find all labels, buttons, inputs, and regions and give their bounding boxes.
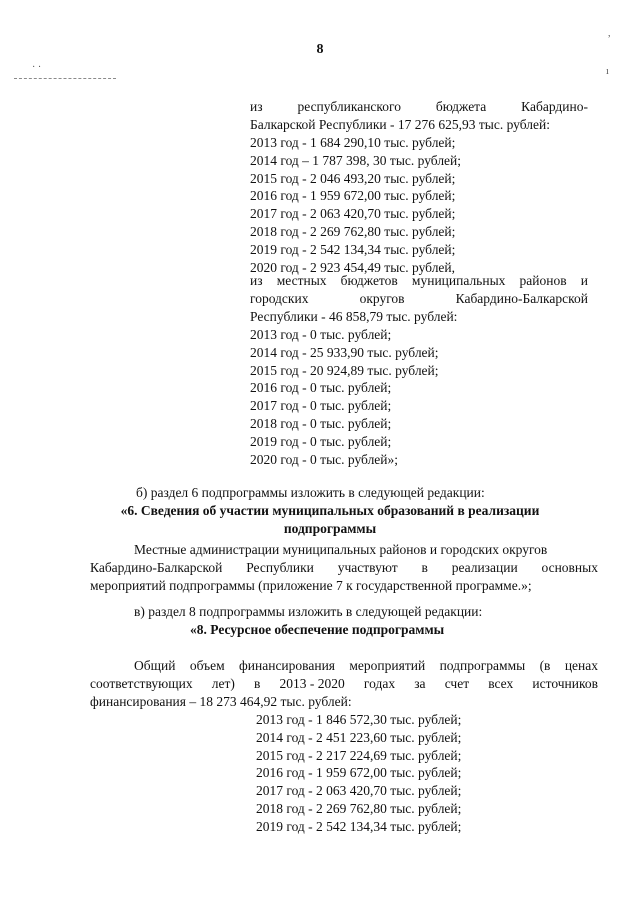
year-line: 2015 год - 2 217 224,69 тыс. рублей; xyxy=(256,747,462,763)
section-v-intro: в) раздел 8 подпрограммы изложить в следующей редакции: xyxy=(134,604,483,619)
word: за xyxy=(414,676,426,691)
local-budget-line2 xyxy=(250,290,588,308)
scan-mark: · · xyxy=(32,62,42,73)
year-line: 2019 год - 0 тыс. рублей; xyxy=(250,433,392,449)
word: объем xyxy=(189,658,225,673)
year-line: 2013 год - 1 846 572,30 тыс. рублей; xyxy=(256,712,462,727)
year-line: 2014 год – 1 787 398, 30 тыс. рублей; xyxy=(250,152,462,168)
year-line: 2013 год - 0 тыс. рублей; xyxy=(250,327,392,342)
word: республиканского xyxy=(297,99,401,114)
section-v-para-line3: финансирования – 18 273 464,92 тыс. рублей: xyxy=(90,694,352,709)
section-v-para-line1 xyxy=(134,657,598,675)
word: Общий xyxy=(134,658,176,673)
page-number: 8 xyxy=(316,42,324,57)
word: из xyxy=(250,273,263,288)
word: участвуют xyxy=(337,560,398,575)
year-line: 2013 год - 1 684 290,10 тыс. рублей; xyxy=(250,135,456,150)
section-b-para-line1: Местные администрации муниципальных районов и городских округов xyxy=(134,542,548,557)
section-b-para-line2 xyxy=(90,559,598,577)
word: (в xyxy=(539,658,551,673)
word: счет xyxy=(444,676,470,691)
year-line: 2015 год - 20 924,89 тыс. рублей; xyxy=(250,362,439,378)
year-line: 2020 год - 2 923 454,49 тыс. рублей, xyxy=(250,259,456,275)
word: источников xyxy=(532,676,598,691)
word: лет) xyxy=(211,676,235,691)
republic-budget-line1 xyxy=(250,98,588,116)
year-line: 2016 год - 0 тыс. рублей; xyxy=(250,380,392,396)
word: соответствующих xyxy=(90,676,193,691)
word: Кабардино- xyxy=(521,99,588,114)
word: в xyxy=(421,560,428,575)
scan-mark: , xyxy=(608,28,611,39)
section-b-intro: б) раздел 6 подпрограммы изложить в следующей редакции: xyxy=(136,485,485,500)
year-line: 2016 год - 1 959 672,00 тыс. рублей; xyxy=(250,188,456,204)
word: ценах xyxy=(564,658,598,673)
section-v-heading: «8. Ресурсное обеспечение подпрограммы xyxy=(190,622,445,637)
word: муниципальных xyxy=(411,273,506,288)
local-budget-line3: Республики - 46 858,79 тыс. рублей: xyxy=(250,309,458,324)
year-line: 2019 год - 2 542 134,34 тыс. рублей; xyxy=(256,818,462,834)
word: мероприятий xyxy=(349,658,426,673)
year-line: 2017 год - 0 тыс. рублей; xyxy=(250,398,392,414)
word: Кабардино-Балкарской xyxy=(455,291,588,306)
word: городских xyxy=(250,291,309,306)
word: из xyxy=(250,99,263,114)
word: бюджета xyxy=(435,99,487,114)
section-b-heading-line2: подпрограммы xyxy=(283,521,377,536)
word: районов xyxy=(519,273,567,288)
republic-budget-line2: Балкарской Республики - 17 276 625,93 тыс. рублей: xyxy=(250,117,550,132)
year-line: 2018 год - 0 тыс. рублей; xyxy=(250,416,392,431)
year-line: 2016 год - 1 959 672,00 тыс. рублей; xyxy=(256,765,462,781)
word: всех xyxy=(488,676,514,691)
word: в xyxy=(253,676,261,691)
year-line: 2018 год - 2 269 762,80 тыс. рублей; xyxy=(256,801,462,816)
word: Республики xyxy=(246,560,314,575)
section-b-heading-line1: «6. Сведения об участии муниципальных образований в реализации xyxy=(120,503,540,518)
year-line: 2019 год - 2 542 134,34 тыс. рублей; xyxy=(250,241,456,257)
word: годах xyxy=(363,676,396,691)
word: основных xyxy=(541,560,598,575)
year-line: 2014 год - 2 451 223,60 тыс. рублей; xyxy=(256,729,462,745)
word: местных xyxy=(276,273,327,288)
word: подпрограммы xyxy=(439,658,526,673)
word: Кабардино-Балкарской xyxy=(90,560,223,575)
year-line: 2017 год - 2 063 420,70 тыс. рублей; xyxy=(250,206,456,222)
word: округов xyxy=(359,291,405,306)
word: реализации xyxy=(451,560,518,575)
word: бюджетов xyxy=(340,273,398,288)
word: и xyxy=(580,273,588,288)
year-line: 2020 год - 0 тыс. рублей»; xyxy=(250,451,399,467)
section-v-para-line2 xyxy=(90,675,598,693)
section-b-para-line3: мероприятий подпрограммы (приложение 7 к государственной программе.»; xyxy=(90,578,532,593)
word: 2013 - 2020 xyxy=(279,676,345,691)
local-budget-line1 xyxy=(250,272,588,290)
year-line: 2018 год - 2 269 762,80 тыс. рублей; xyxy=(250,224,456,239)
scan-mark: ı xyxy=(606,66,609,77)
scan-rule xyxy=(14,78,116,79)
year-line: 2015 год - 2 046 493,20 тыс. рублей; xyxy=(250,170,456,186)
word: финансирования xyxy=(239,658,336,673)
year-line: 2017 год - 2 063 420,70 тыс. рублей; xyxy=(256,783,462,799)
year-line: 2014 год - 25 933,90 тыс. рублей; xyxy=(250,344,439,360)
